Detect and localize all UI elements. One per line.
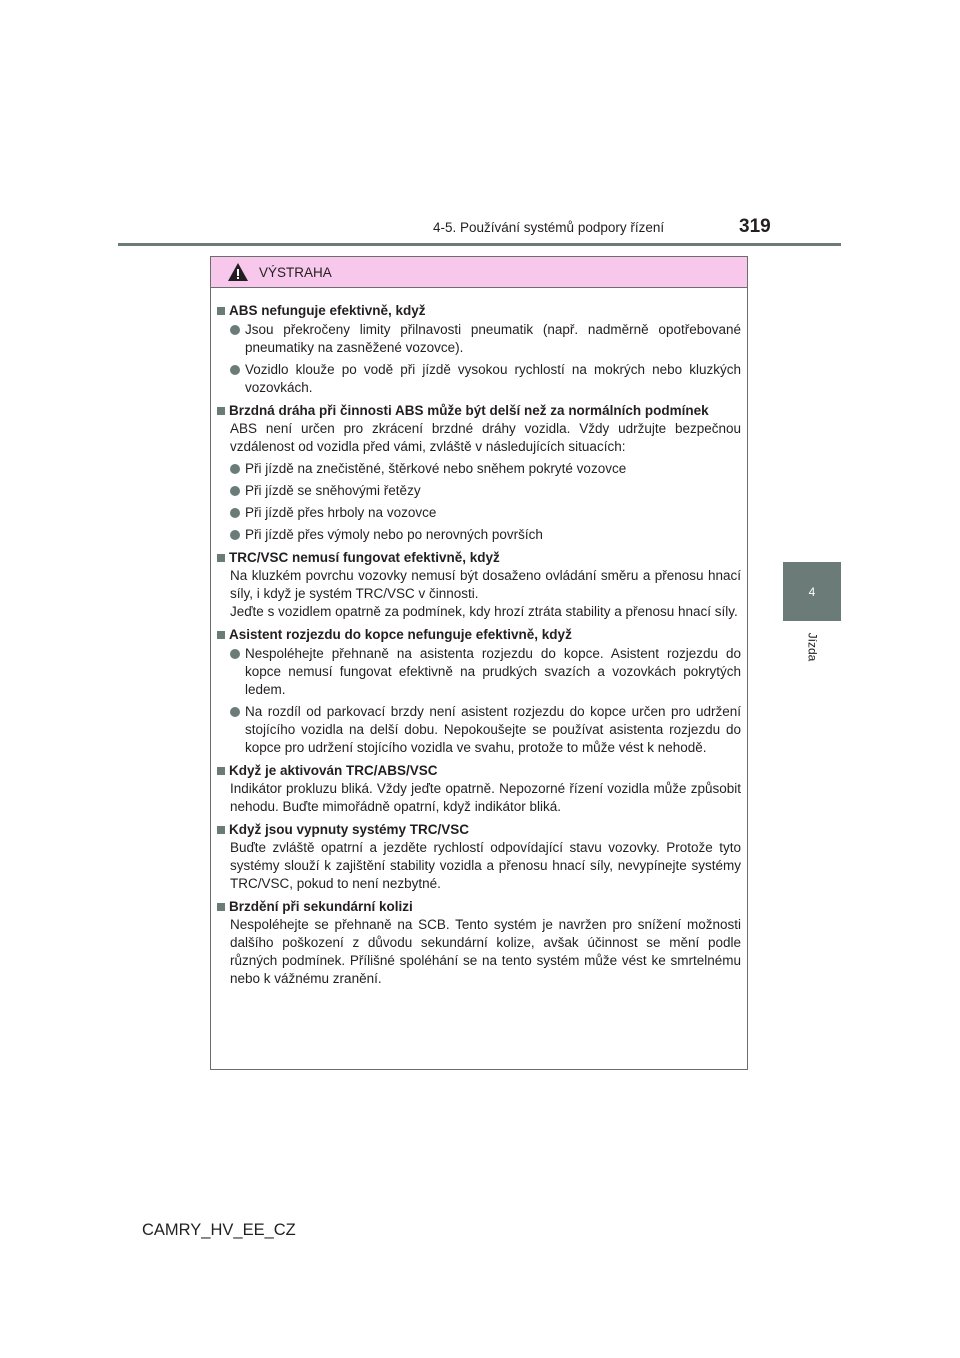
section-paragraph: ABS není určen pro zkrácení brzdné dráhy vozidla. Vždy udržujte bezpečnou vzdálenost od vozidla před vámi, zvláště v následujících situacích:	[230, 421, 741, 454]
bullet-item	[230, 361, 741, 397]
section-title	[217, 302, 741, 320]
section-title-text: Brzdná dráha při činnosti ABS může být delší než za normálních podmínek	[229, 403, 709, 418]
square-bullet-icon	[217, 307, 225, 315]
bullet-text: Při jízdě přes hrboly na vozovce	[245, 505, 437, 520]
bullet-item	[230, 321, 741, 357]
bullet-item	[230, 526, 741, 544]
section-title-text: Brzdění při sekundární kolizi	[229, 899, 413, 914]
square-bullet-icon	[217, 826, 225, 834]
section-paragraph: Na kluzkém povrchu vozovky nemusí být dosaženo ovládání směru a přenosu hnací síly, i když je systém TRC/VSC v činnosti.	[230, 568, 741, 601]
section-paragraph: Jeďte s vozidlem opatrně za podmínek, kdy hrozí ztráta stability a přenosu hnací síly.	[230, 604, 738, 619]
section-abs-ineffective	[217, 302, 741, 397]
dot-bullet-icon	[230, 464, 240, 474]
section-title	[217, 898, 741, 916]
page-number: 319	[739, 216, 771, 237]
section-paragraph: Buďte zvláště opatrní a jezděte rychlostí odpovídající stavu vozovky. Protože tyto systémy slouží k zajištění stability vozidla a přenosu hnací síly, nevypínejte systémy TRC/VSC, pokud to není nezbytné.	[230, 840, 741, 891]
section-title	[217, 626, 741, 644]
chapter-tab	[783, 562, 841, 621]
section-title	[217, 762, 741, 780]
square-bullet-icon	[217, 554, 225, 562]
section-title-text: Když jsou vypnuty systémy TRC/VSC	[229, 822, 470, 837]
bullet-item	[230, 504, 741, 522]
section-hill-start-assist	[217, 626, 741, 757]
section-title-text: TRC/VSC nemusí fungovat efektivně, když	[229, 550, 500, 565]
dot-bullet-icon	[230, 325, 240, 335]
warning-body	[211, 288, 747, 988]
section-trc-vsc-ineffective	[217, 549, 741, 621]
section-title	[217, 402, 741, 420]
section-title-text: ABS nefunguje efektivně, když	[229, 303, 426, 318]
section-title-text: Asistent rozjezdu do kopce nefunguje efektivně, když	[229, 627, 572, 642]
footer-document-code: CAMRY_HV_EE_CZ	[142, 1221, 296, 1239]
bullet-item	[230, 703, 741, 757]
section-paragraph: Indikátor prokluzu bliká. Vždy jeďte opatrně. Nepozorné řízení vozidla může způsobit nehodu. Buďte mimořádně opatrní, když indikátor bliká.	[230, 781, 741, 814]
chapter-label-container	[783, 621, 841, 673]
bullet-text: Při jízdě na znečistěné, štěrkové nebo sněhem pokryté vozovce	[245, 461, 627, 476]
section-trc-vsc-off	[217, 821, 741, 893]
square-bullet-icon	[217, 767, 225, 775]
section-title	[217, 549, 741, 567]
dot-bullet-icon	[230, 508, 240, 518]
dot-bullet-icon	[230, 530, 240, 540]
dot-bullet-icon	[230, 707, 240, 717]
square-bullet-icon	[217, 903, 225, 911]
square-bullet-icon	[217, 631, 225, 639]
dot-bullet-icon	[230, 649, 240, 659]
warning-header	[211, 257, 747, 288]
dot-bullet-icon	[230, 365, 240, 375]
section-title-text: Když je aktivován TRC/ABS/VSC	[229, 763, 438, 778]
chapter-label: Jízda	[805, 632, 819, 662]
bullet-text: Vozidlo klouže po vodě při jízdě vysokou rychlostí na mokrých nebo kluzkých vozovkách.	[245, 362, 741, 395]
section-paragraph: Nespoléhejte se přehnaně na SCB. Tento systém je navržen pro snížení možnosti dalšího poškození z důvodu sekundární kolize, avšak účinnost se mění podle různých podmínek. Přílišné spoléhání se na tento systém může vést ke smrtelnému nebo k vážnému zranění.	[230, 917, 741, 986]
bullet-text: Při jízdě se sněhovými řetězy	[245, 483, 421, 498]
header-rule	[118, 243, 841, 246]
header-section-title: 4-5. Používání systémů podpory řízení	[433, 220, 665, 235]
square-bullet-icon	[217, 407, 225, 415]
bullet-text: Na rozdíl od parkovací brzdy není asistent rozjezdu do kopce určen pro udržení stojícího vozidla na delší dobu. Nepokoušejte se používat asistenta rozjezdu do kopce pro udržení stojícího vozidla ve svahu, protože to může vést k nehodě.	[245, 704, 741, 755]
bullet-item	[230, 482, 741, 500]
bullet-item	[230, 460, 741, 478]
chapter-number: 4	[808, 584, 816, 599]
bullet-text: Při jízdě přes výmoly nebo po nerovných površích	[245, 527, 543, 542]
section-trc-abs-vsc-active	[217, 762, 741, 816]
bullet-text: Jsou překročeny limity přilnavosti pneumatik (např. nadměrně opotřebované pneumatiky na zasněžené vozovce).	[245, 322, 741, 355]
section-braking-distance	[217, 402, 741, 544]
bullet-text: Nespoléhejte přehnaně na asistenta rozjezdu do kopce. Asistent rozjezdu do kopce nemusí fungovat efektivně na prudkých svazích a vozovkách pokrytých ledem.	[245, 646, 741, 697]
warning-box	[210, 256, 748, 1070]
bullet-item	[230, 645, 741, 699]
warning-triangle-icon	[227, 262, 249, 282]
dot-bullet-icon	[230, 486, 240, 496]
section-secondary-collision-braking	[217, 898, 741, 988]
warning-title: VÝSTRAHA	[259, 264, 332, 280]
section-title	[217, 821, 741, 839]
